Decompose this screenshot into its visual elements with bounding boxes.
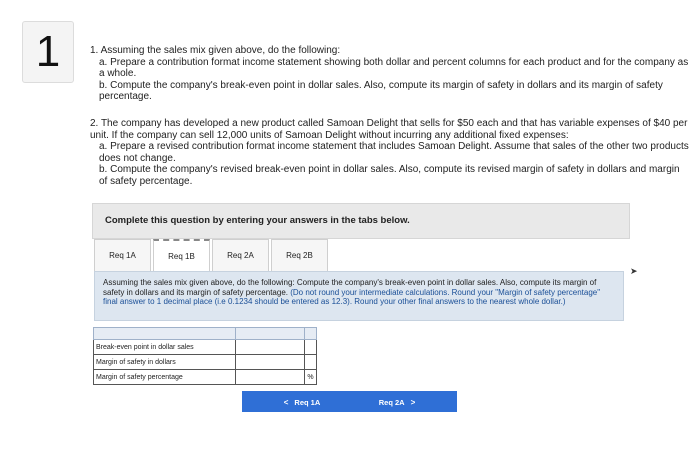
row-unit	[305, 355, 317, 370]
chevron-left-icon: <	[283, 398, 289, 407]
part2-intro: 2. The company has developed a new product called Samoan Delight that sells for $50 each and that has variable expenses of $40 per unit. If the company can sell 12,000 units of Samoan Delight without incurring any additional fixed expenses:	[90, 118, 688, 141]
prev-req-label: Req 1A	[294, 398, 321, 407]
instructions-main: Assuming the sales mix given above, do the following: Compute the company's break-even point in dollar sales. Also, compute its margin of safety in dollars and its margin of safety percentage.	[103, 278, 597, 297]
row-unit	[305, 340, 317, 355]
row-label-margin-dollars: Margin of safety in dollars	[94, 355, 236, 370]
next-req-button[interactable]	[343, 391, 457, 412]
prev-req-button[interactable]	[242, 391, 356, 412]
row-label-break-even: Break-even point in dollar sales	[94, 340, 236, 355]
table-row	[94, 355, 317, 370]
requirement-instructions	[94, 271, 624, 321]
tab-req-2b[interactable]: Req 2B	[271, 239, 328, 272]
part2-a: a. Prepare a revised contribution format income statement that includes Samoan Delight. Assume that sales of the other two products does not change.	[99, 141, 689, 164]
part1-b: b. Compute the company's break-even point in dollar sales. Also, compute its margin of safety in dollars and its margin of safety percentage.	[99, 79, 663, 102]
instruction-banner-text: Complete this question by entering your answers in the tabs below.	[105, 215, 410, 226]
next-req-label: Req 2A	[378, 398, 405, 407]
tab-req-1a[interactable]: Req 1A	[94, 239, 151, 272]
tab-req-2a[interactable]: Req 2A	[212, 239, 269, 272]
cursor-arrow-icon: ➤	[630, 266, 638, 276]
part2-b: b. Compute the company's revised break-even point in dollar sales. Also, compute its revised margin of safety in dollars and margin of safety percentage.	[99, 164, 680, 187]
tab-req-1b[interactable]: Req 1B	[153, 239, 210, 274]
part2-text	[90, 118, 690, 187]
row-label-margin-percent: Margin of safety percentage	[94, 370, 236, 385]
margin-dollars-input[interactable]	[236, 356, 304, 369]
part1-intro: 1. Assuming the sales mix given above, do the following:	[90, 45, 341, 56]
question-number: 1	[22, 21, 74, 83]
table-row	[94, 340, 317, 355]
margin-percent-input[interactable]	[236, 371, 304, 384]
instructions-note: (Do not round your intermediate calculations. Round your "Margin of safety percentage" final answer to 1 decimal place (i.e 0.1234 should be entered as 12.3). Round your other final answers to the nearest whole dollar.)	[103, 287, 601, 306]
part1-a: a. Prepare a contribution format income statement showing both dollar and percent columns for each product and for the company as a whole.	[99, 56, 689, 79]
instruction-banner	[92, 203, 630, 239]
answer-table	[93, 327, 317, 385]
percent-sign: %	[305, 370, 317, 385]
table-header-row	[94, 328, 317, 340]
chevron-right-icon: >	[410, 398, 416, 407]
part1-text	[90, 45, 690, 103]
table-row	[94, 370, 317, 385]
break-even-input[interactable]	[236, 341, 304, 354]
